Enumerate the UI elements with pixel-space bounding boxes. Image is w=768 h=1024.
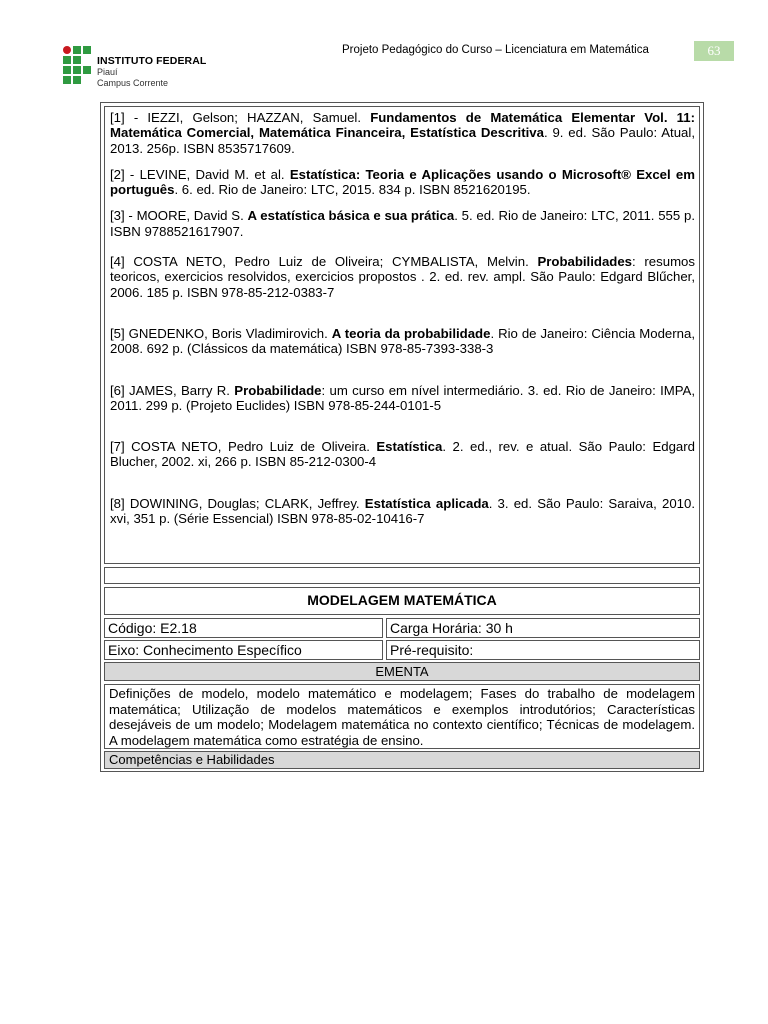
discipline-workload: Carga Horária: 30 h xyxy=(386,618,700,638)
institution-logo xyxy=(63,46,223,90)
discipline-prerequisite: Pré-requisito: xyxy=(386,640,700,660)
ementa-header: EMENTA xyxy=(104,662,700,681)
institution-name: INSTITUTO FEDERAL xyxy=(97,55,207,67)
reference-item: [1] - IEZZI, Gelson; HAZZAN, Samuel. Fundamentos de Matemática Elementar Vol. 11: Matemática Comercial, Matemática Financeira, Estatística Descritiva. 9. ed. São Paulo: Atual, 2013. 256p. ISBN 8535717609. xyxy=(110,110,695,156)
discipline-axis: Eixo: Conhecimento Específico xyxy=(104,640,383,660)
discipline-code: Código: E2.18 xyxy=(104,618,383,638)
references-cell xyxy=(104,106,700,564)
competencies-header: Competências e Habilidades xyxy=(104,751,700,769)
reference-item: [7] COSTA NETO, Pedro Luiz de Oliveira. Estatística. 2. ed., rev. e atual. São Paulo: Edgard Blucher, 2002. xi, 266 p. ISBN 85-212-0300-4 xyxy=(110,439,695,470)
reference-item: [5] GNEDENKO, Boris Vladimirovich. A teoria da probabilidade. Rio de Janeiro: Ciência Moderna, 2008. 692 p. (Clássicos da matemática) ISBN 978-85-7393-338-3 xyxy=(110,325,695,357)
reference-item: [4] COSTA NETO, Pedro Luiz de Oliveira; CYMBALISTA, Melvin. Probabilidades: resumos teoricos, exercicios resolvidos, exercicios propostos . 2. ed. rev. ampl. São Paulo: Edgard Blűcher, 2006. 185 p. ISBN 978-85-212-0383-7 xyxy=(110,254,695,300)
reference-item: [3] - MOORE, David S. A estatística básica e sua prática. 5. ed. Rio de Janeiro: LTC, 2011. 555 p. ISBN 9788521617907. xyxy=(110,208,695,239)
empty-row xyxy=(104,567,700,584)
logo-grid-icon xyxy=(63,46,93,86)
institution-campus: Campus Corrente xyxy=(97,78,169,88)
reference-item: [2] - LEVINE, David M. et al. Estatística: Teoria e Aplicações usando o Microsoft® Excel em português. 6. ed. Rio de Janeiro: LTC, 2015. 834 p. ISBN 8521620195. xyxy=(110,166,695,198)
discipline-title: MODELAGEM MATEMÁTICA xyxy=(104,587,700,615)
document-title: Projeto Pedagógico do Curso – Licenciatura em Matemática xyxy=(342,44,649,56)
page-number-badge: 63 xyxy=(694,41,734,61)
reference-item: [6] JAMES, Barry R. Probabilidade: um curso em nível intermediário. 3. ed. Rio de Janeiro: IMPA, 2011. 299 p. (Projeto Euclides) ISBN 978-85-244-0101-5 xyxy=(110,382,695,413)
logo-text xyxy=(97,56,206,89)
ementa-text: Definições de modelo, modelo matemático e modelagem; Fases do trabalho de modelagem matemática; Utilização de modelos matemáticos e exemplos introdutórios; Características desejáveis de um modelo; Modelagem matemática no contexto científico; Técnicas de modelagem. A modelagem matemática como estratégia de ensino. xyxy=(104,684,700,749)
reference-item: [8] DOWINING, Douglas; CLARK, Jeffrey. Estatística aplicada. 3. ed. São Paulo: Saraiva, 2010. xvi, 351 p. (Série Essencial) ISBN 978-85-02-10416-7 xyxy=(110,495,695,527)
institution-state: Piauí xyxy=(97,67,118,77)
